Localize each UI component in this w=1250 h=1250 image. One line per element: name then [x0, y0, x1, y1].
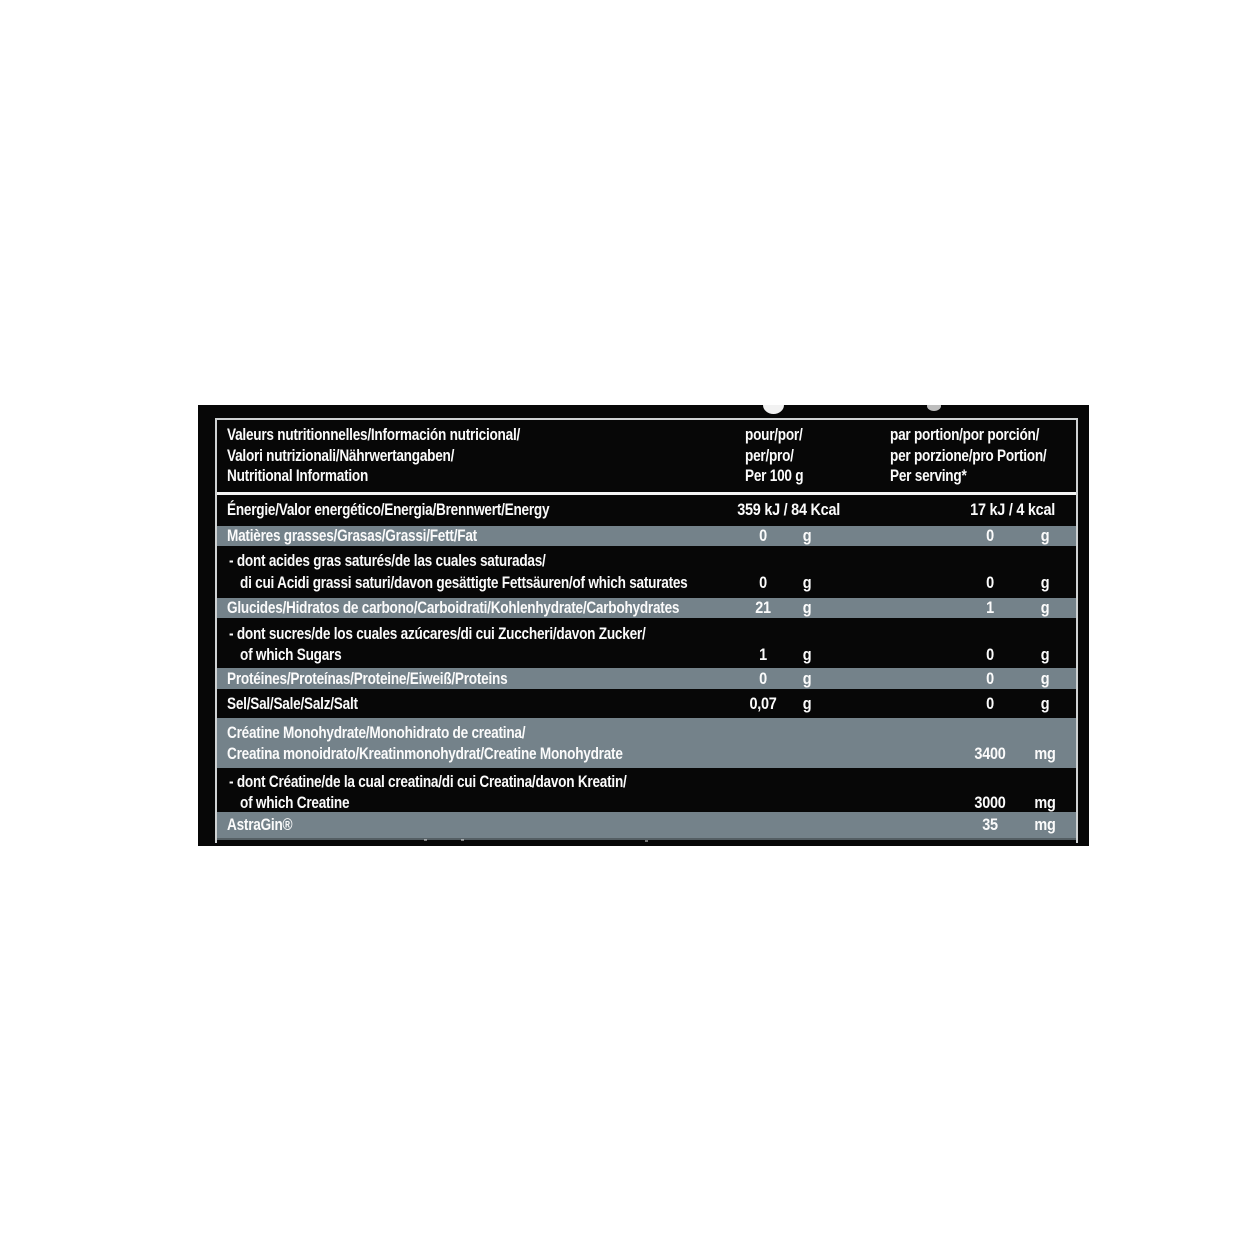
energy-label: Énergie/Valor energético/Energia/Brennwert/Energy	[227, 500, 550, 519]
carbohydrates-per100-unit: g	[802, 598, 812, 617]
carbohydrates-label: Glucides/Hidratos de carbono/Carboidrati/Kohlenhydrate/Carbohydrates	[227, 598, 680, 617]
sugars-serving-unit: g	[1040, 645, 1050, 664]
header-separator	[217, 492, 1076, 495]
of-which-creatine-label-line2: of which Creatine	[240, 793, 350, 812]
saturates-per100-value: 0	[759, 573, 767, 592]
carbohydrates-serving-value: 1	[986, 598, 994, 617]
fat-label: Matières grasses/Grasas/Grassi/Fett/Fat	[227, 526, 477, 545]
salt-serving-unit: g	[1040, 694, 1050, 713]
carbohydrates-per100-value: 21	[755, 598, 771, 617]
salt-label: Sel/Sal/Sale/Salz/Salt	[227, 694, 358, 713]
saturates-label-line2: di cui Acidi grassi saturi/davon gesättigte Fettsäuren/of which saturates	[240, 573, 688, 592]
salt-per100-value: 0,07	[749, 694, 777, 713]
energy-per100-value: 359 kJ / 84 Kcal	[737, 500, 840, 519]
header-serving-line3: Per serving*	[890, 466, 967, 485]
creatine-label-line2: Creatina monoidrato/Kreatinmonohydrat/Creatine Monohydrate	[227, 744, 623, 763]
proteins-per100-value: 0	[759, 669, 767, 688]
astragin-serving-value: 35	[982, 815, 998, 834]
header-per100-line2: per/pro/	[745, 446, 794, 465]
header-serving-line1: par portion/por porción/	[890, 425, 1040, 444]
sugars-label-line1: - dont sucres/de los cuales azúcares/di cui Zuccheri/davon Zucker/	[229, 624, 646, 643]
cropped-text-artifact	[763, 405, 784, 414]
fat-per100-unit: g	[802, 526, 812, 545]
of-which-creatine-serving-value: 3000	[974, 793, 1006, 812]
saturates-per100-unit: g	[802, 573, 812, 592]
header-serving-line2: per porzione/pro Portion/	[890, 446, 1047, 465]
cropped-text-artifact	[927, 405, 941, 411]
sugars-label-line2: of which Sugars	[240, 645, 342, 664]
header-nutrients-line3: Nutritional Information	[227, 466, 369, 485]
fat-per100-value: 0	[759, 526, 767, 545]
cropped-text-artifact	[461, 839, 464, 841]
header-per100-line3: Per 100 g	[745, 466, 804, 485]
creatine-serving-value: 3400	[974, 744, 1006, 763]
proteins-serving-value: 0	[986, 669, 994, 688]
nutrition-label-panel	[198, 405, 1089, 846]
sugars-per100-value: 1	[759, 645, 767, 664]
astragin-label: AstraGin®	[227, 815, 293, 834]
saturates-serving-value: 0	[986, 573, 994, 592]
salt-per100-unit: g	[802, 694, 812, 713]
cropped-text-artifact	[424, 839, 427, 841]
saturates-label-line1: - dont acides gras saturés/de las cuales saturadas/	[229, 551, 546, 570]
sugars-per100-unit: g	[802, 645, 812, 664]
astragin-serving-unit: mg	[1034, 815, 1056, 834]
fat-serving-unit: g	[1040, 526, 1050, 545]
sugars-serving-value: 0	[986, 645, 994, 664]
creatine-label-line1: Créatine Monohydrate/Monohidrato de creatina/	[227, 723, 526, 742]
header-nutrients-line1: Valeurs nutritionnelles/Información nutricional/	[227, 425, 521, 444]
proteins-label: Protéines/Proteínas/Proteine/Eiweiß/Proteins	[227, 669, 508, 688]
energy-serving-value: 17 kJ / 4 kcal	[970, 500, 1055, 519]
carbohydrates-serving-unit: g	[1040, 598, 1050, 617]
header-per100-line1: pour/por/	[745, 425, 803, 444]
cropped-text-artifact	[645, 840, 648, 842]
of-which-creatine-serving-unit: mg	[1034, 793, 1056, 812]
saturates-serving-unit: g	[1040, 573, 1050, 592]
proteins-serving-unit: g	[1040, 669, 1050, 688]
proteins-per100-unit: g	[802, 669, 812, 688]
salt-serving-value: 0	[986, 694, 994, 713]
of-which-creatine-label-line1: - dont Créatine/de la cual creatina/di cui Creatina/davon Kreatin/	[229, 772, 627, 791]
creatine-serving-unit: mg	[1034, 744, 1056, 763]
fat-serving-value: 0	[986, 526, 994, 545]
header-nutrients-line2: Valori nutrizionali/Nährwertangaben/	[227, 446, 455, 465]
